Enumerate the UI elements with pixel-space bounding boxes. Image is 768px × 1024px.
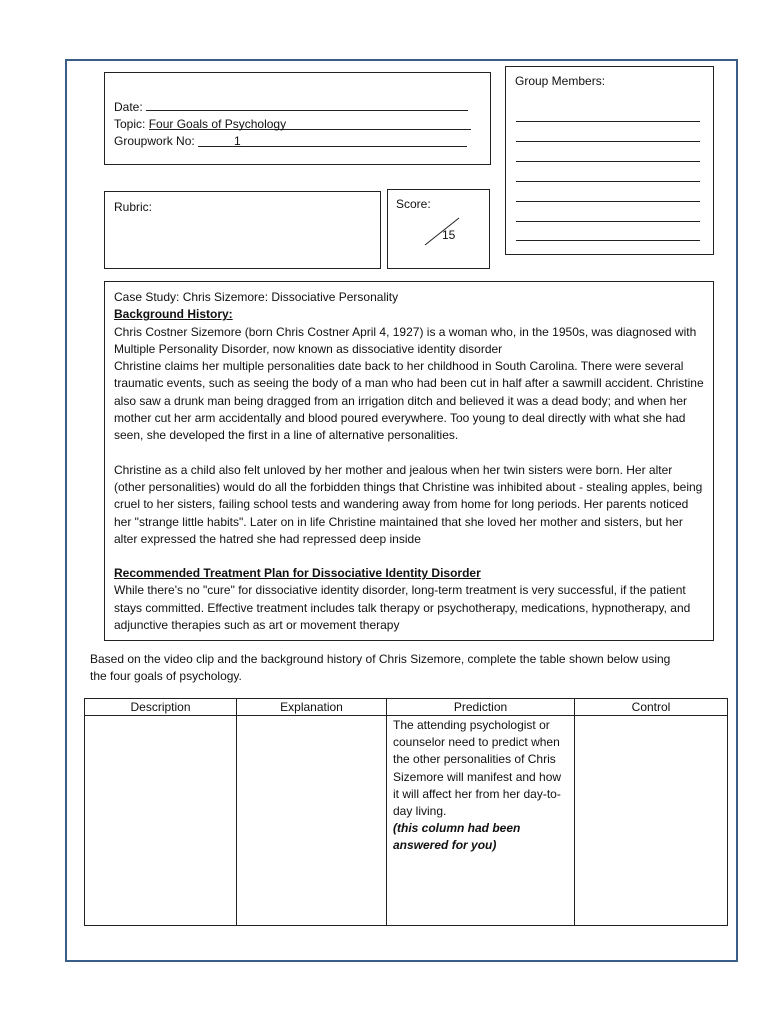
header-explanation: Explanation — [237, 699, 387, 716]
case-paragraph: Christine claims her multiple personalities date back to her childhood in South Carolina. There were several traumatic events, such as seeing the body of a man who had been cut in half after a sawmill accident. Christine also saw a drunk man being dragged from an irrigation ditch and believed it was a dead body; and when her mother cut her arm accidentally and blood poured everywhere. Too young to deal directly with what she had seen, she developed the first in a line of alternative personalities. — [114, 359, 704, 443]
case-study-box — [104, 281, 714, 641]
member-line[interactable] — [516, 121, 700, 122]
topic-label: Topic: — [114, 117, 146, 131]
topic-field[interactable] — [149, 116, 471, 130]
member-line[interactable] — [516, 240, 700, 241]
member-line[interactable] — [516, 161, 700, 162]
topic-value: Four Goals of Psychology — [148, 117, 287, 131]
rubric-label: Rubric: — [114, 200, 153, 214]
background-heading: Background History: — [114, 307, 233, 322]
instruction-text: Based on the video clip and the background history of Chris Sizemore, complete the table shown below using the four goals of psychology. — [90, 652, 671, 683]
score-box — [387, 189, 490, 269]
date-label: Date: — [114, 100, 143, 114]
member-line[interactable] — [516, 221, 700, 222]
score-total: 15 — [442, 228, 456, 242]
control-cell[interactable] — [575, 716, 728, 926]
explanation-cell[interactable] — [237, 716, 387, 926]
groupwork-label: Groupwork No: — [114, 134, 195, 148]
groupwork-row — [114, 133, 471, 150]
groupwork-field[interactable] — [198, 133, 467, 147]
header-control: Control — [575, 699, 728, 716]
case-paragraph: Chris Costner Sizemore (born Chris Costner April 4, 1927) is a woman who, in the 1950s, was diagnosed with Multiple Personality Disorder, now known as dissociative identity disorder — [114, 324, 697, 356]
case-study-title: Case Study: Chris Sizemore: Dissociative Personality — [114, 290, 399, 304]
prediction-note: (this column had been answered for you) — [393, 821, 521, 853]
header-info-box — [104, 72, 491, 165]
member-line[interactable] — [516, 181, 700, 182]
case-paragraph: While there's no "cure" for dissociative identity disorder, long-term treatment is very successful, if the patient stays committed. Effective treatment includes talk therapy or psychotherapy, medications, hypnotherapy, and adjunctive therapies such as art or movement therapy — [114, 583, 691, 633]
date-field[interactable] — [146, 97, 468, 111]
description-cell[interactable] — [85, 716, 237, 926]
prediction-cell[interactable] — [387, 716, 575, 926]
member-line[interactable] — [516, 141, 700, 142]
groupwork-value: 1 — [234, 134, 241, 148]
member-line[interactable] — [516, 201, 700, 202]
four-goals-table — [84, 698, 728, 926]
header-prediction: Prediction — [387, 699, 575, 716]
rubric-box — [104, 191, 381, 269]
case-paragraph: Christine as a child also felt unloved by her mother and jealous when her twin sisters were born. Her alter (other personalities) would do all the forbidden things that Christine was inhibited about - stealing apples, being cruel to her sisters, failing school tests and wandering away from home for long periods. Her parents noticed her "strange little habits". Later on in life Christine maintained that she loved her mother and sisters, but her alter expressed the hatred she had repressed deep inside — [114, 462, 703, 546]
score-label: Score: — [396, 197, 431, 211]
topic-row — [114, 116, 471, 133]
prediction-answer: The attending psychologist or counselor need to predict when the other personalities of Chris Sizemore will manifest and how it will affect her from her day-to-day living. — [393, 718, 562, 819]
header-description: Description — [85, 699, 237, 716]
group-members-title: Group Members: — [515, 74, 606, 88]
treatment-heading: Recommended Treatment Plan for Dissociative Identity Disorder — [114, 566, 481, 581]
date-row — [114, 97, 471, 116]
group-members-box — [505, 66, 714, 255]
